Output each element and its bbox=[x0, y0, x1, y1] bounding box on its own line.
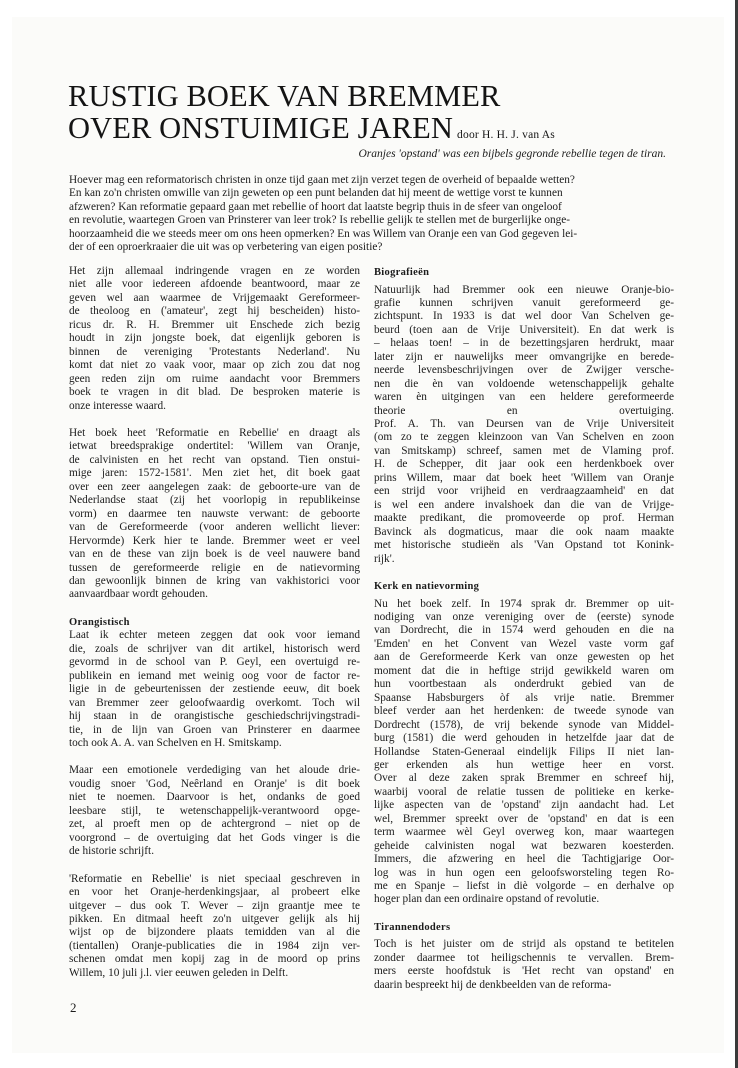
text-line: ger erkenden als hun wettige heer en vorst. bbox=[374, 758, 674, 771]
text-line: 'Reformatie en Rebellie' is niet speciaal geschreven in bbox=[69, 872, 360, 885]
text-line: Willem, 10 juli j.l. vier eeuwen geleden in Delft. bbox=[69, 966, 289, 979]
text-line: van Smitskamp) schreef, samen met de Vlaming prof. bbox=[374, 444, 674, 457]
section-heading: Tirannendoders bbox=[374, 921, 451, 933]
text-line: Natuurlijk had Bremmer ook een nieuwe Oranje-bio- bbox=[374, 283, 674, 296]
text-line: theorie en overtuiging. bbox=[374, 404, 674, 417]
text-line: niet te noemen. Daarvoor is het, ondanks de goed bbox=[69, 791, 360, 804]
text-line: mers eerste hoofdstuk is 'Het recht van opstand' en bbox=[374, 965, 674, 978]
text-line: tie, in de lijn van Groen van Prinsterer en daarmee bbox=[69, 723, 360, 736]
text-line: moment dat die in heftige strijd gewikkeld waren om bbox=[374, 664, 674, 677]
paragraph bbox=[374, 284, 674, 567]
text-line: Nederlandse staat (zij het voorlopig in republikeinse bbox=[69, 494, 360, 507]
text-line: zonder daarmee tot heiligschennis te vervallen. Brem- bbox=[374, 951, 674, 964]
paragraph bbox=[374, 938, 674, 992]
text-line: Het zijn allemaal indringende vragen en ze worden bbox=[69, 265, 360, 277]
text-line: de calvinisten en het recht van opstand. Tien onstui- bbox=[69, 453, 360, 466]
text-line: binnen de vereniging 'Protestants Nederland'. Nu bbox=[69, 345, 360, 358]
text-line: de theoloog en ('amateur', zegt hij bescheiden) histo- bbox=[69, 305, 360, 318]
text-line: voorgrond – de overtuiging dat het Gods vinger is die bbox=[69, 831, 360, 844]
text-line: maakte predikant, die promoveerde op prof. Herman bbox=[374, 512, 674, 525]
text-line: hun voortbestaan als onderdrukt gebied van de bbox=[374, 678, 674, 691]
title-line-1: RUSTIG BOEK VAN BREMMER bbox=[68, 79, 501, 113]
text-line: grafie kunnen schrijven vanuit gereformeerd ge- bbox=[374, 296, 674, 309]
author-byline: door H. H. J. van As bbox=[457, 129, 555, 141]
text-line: geen reden zijn om ruime aandacht voor Bremmers bbox=[69, 372, 360, 385]
text-line: (om zo te zeggen kleinzoon van Van Schelven en zoon bbox=[374, 431, 674, 444]
text-line: van en de these van zijn boek is de veel nauwere band bbox=[69, 548, 360, 561]
text-line: (tientallen) Oranje-publicaties die in 1984 zijn ver- bbox=[69, 939, 360, 952]
text-line: Maar een emotionele verdediging van het aloude drie- bbox=[69, 764, 360, 777]
text-line: Laat ik echter meteen zeggen dat ook voor iemand bbox=[69, 629, 360, 642]
text-line: van Bremmer zeer geloofwaardig overkomt. Toch wil bbox=[69, 696, 360, 709]
text-line: later zijn er nauwelijks meer omvangrijke en berede- bbox=[374, 350, 674, 363]
text-line: hij staan in de orangistische geschiedschrijvingstradi- bbox=[69, 710, 360, 723]
text-line: aan de Gereformeerde Kerk van onze gewesten op het bbox=[374, 651, 674, 664]
text-line: niet alle voor iedereen afdoende beantwoord, maar ze bbox=[69, 278, 360, 291]
text-line: publikein en iemand met weinig oog voor de factor re- bbox=[69, 669, 360, 682]
text-line: van Dordrecht, die in 1574 werd gehouden en die na bbox=[374, 624, 674, 637]
text-line: boek te vragen in dit blad. De besproken materie is bbox=[69, 386, 360, 399]
text-line: ricus dr. R. H. Bremmer uit Enschede zich bezig bbox=[69, 318, 360, 331]
paragraph bbox=[69, 629, 360, 750]
text-line: de historie schrijft. bbox=[69, 845, 155, 858]
section-heading: Biografieën bbox=[374, 267, 430, 278]
text-line: pikken. En ditmaal heeft zo'n uitgever gelijk als hij bbox=[69, 912, 360, 925]
text-line: Over al deze zaken sprak Bremmer en schreef hij, bbox=[374, 772, 674, 785]
text-line: lijke aspecten van de 'opstand' zijn aandacht had. Let bbox=[374, 799, 674, 812]
section-heading: Orangistisch bbox=[69, 616, 130, 628]
text-line: log was in hun ogen een geloofsworsteling tegen Ro- bbox=[374, 866, 674, 879]
paragraph bbox=[69, 427, 360, 602]
text-line: gevormd in de school van P. Geyl, een overtuigd re- bbox=[69, 656, 360, 669]
text-line: die, zoals de schrijver van dit artikel, historisch werd bbox=[69, 642, 360, 655]
text-line: zichtspunt. In 1933 is dat wel door Van Schelven ge- bbox=[374, 310, 674, 323]
intro-paragraph bbox=[69, 174, 674, 254]
text-line: Bavinck als dogmaticus, maar die ook naam maakte bbox=[374, 525, 674, 538]
intro-line: der of een oproerkraaier die uit was op verbetering van eigen positie? bbox=[69, 241, 383, 254]
text-line: en voor het Oranje-herdenkingsjaar, al probeert elke bbox=[69, 886, 360, 899]
text-line: prins Willem, maar dat boek heet 'Willem van Oranje bbox=[374, 471, 674, 484]
left-column bbox=[69, 265, 360, 980]
intro-line: afzweren? Kan reformatie gepaard gaan met rebellie of hoort dat laatste begrip thuis in de sfeer van ongeloof bbox=[69, 200, 562, 213]
text-line: van de Gereformeerde (voor anderen wellicht liever: bbox=[69, 521, 360, 534]
article-title bbox=[68, 80, 555, 151]
text-line: – helaas toen! – in de bezettingsjaren herdrukt, maar bbox=[374, 337, 674, 350]
article-subtitle: Oranjes 'opstand' was een bijbels gegronde rebellie tegen de tiran. bbox=[358, 148, 666, 160]
text-line: neerde levensbeschrijvingen over de Zwijger versche- bbox=[374, 364, 674, 377]
text-line: Toch is het juister om de strijd als opstand te betitelen bbox=[374, 938, 674, 951]
text-line: daarin bespreekt hij de denkbeelden van de reforma- bbox=[374, 978, 612, 991]
text-line: Hervormde) Kerk hier te lande. Bremmer weet er veel bbox=[69, 534, 360, 547]
text-line: wel, Bremmer spreekt over de 'opstand' en dat is een bbox=[374, 812, 674, 825]
text-line: is wel een andere invalshoek dan die van de Vrijge- bbox=[374, 498, 674, 511]
paragraph bbox=[69, 873, 360, 981]
text-line: H. de Schepper, dit jaar ook een herdenkboek over bbox=[374, 458, 674, 471]
intro-line: en revolutie, waartegen Groen van Prinsterer van leer trok? Is rebellie gelijk te stellen met de burgerlijke onge- bbox=[69, 214, 571, 227]
text-line: geheide calvinisten nogal wat bezwaren koesterden. bbox=[374, 839, 674, 852]
text-line: Hollandse Staten-Generaal eindelijk Filips II niet lan- bbox=[374, 745, 674, 758]
text-line: onze interesse waard. bbox=[69, 399, 166, 412]
text-line: schenen omdat men kopij zag in de moord op prins bbox=[69, 953, 360, 966]
text-line: waren èn uitgingen van een heldere gereformeerde bbox=[374, 391, 674, 404]
text-line: een strijd voor vrijheid en verdraagzaamheid' en dat bbox=[374, 485, 674, 498]
text-line: vorm) en daarmee ten nauwste verwant: de geboorte bbox=[69, 507, 360, 520]
text-line: 'Emden' en het Convent van Wezel vaste vorm gaf bbox=[374, 637, 674, 650]
text-line: term waarmee wèl Geyl overweg kon, maar waartegen bbox=[374, 826, 674, 839]
text-line: over een zeer aangelegen zaak: de geboorte-ure van de bbox=[69, 480, 360, 493]
intro-line: hoorzaamheid die we steeds meer om ons heen opmerken? En was Willem van Oranje een van God gegeven lei- bbox=[69, 227, 578, 240]
text-line: Het boek heet 'Reformatie en Rebellie' en draagt als bbox=[69, 426, 360, 439]
text-line: mige jaren: 1572-1581'. Men ziet het, dit boek gaat bbox=[69, 467, 360, 480]
text-line: nodiging van onze vereniging over de (eerste) synode bbox=[374, 610, 674, 623]
text-line: Nu het boek zelf. In 1974 sprak dr. Bremmer op uit- bbox=[374, 597, 674, 610]
text-line: Spaanse Habsburgers òf als vrije natie. Bremmer bbox=[374, 691, 674, 704]
text-line: hoger plan dan een ordinaire opstand of revolutie. bbox=[374, 893, 600, 906]
text-line: geven wel aan waarmee de Vrijgemaakt Gereformeer- bbox=[69, 291, 360, 304]
text-line: waarbij vooral de relatie tussen de politieke en kerke- bbox=[374, 785, 674, 798]
text-line: Prof. A. Th. van Deursen van de Vrije Universiteit bbox=[374, 418, 674, 431]
section-heading: Kerk en natievorming bbox=[374, 581, 480, 593]
text-line: toch ook A. A. van Schelven en H. Smitskamp. bbox=[69, 737, 282, 749]
text-line: Dordrecht (1578), de vrij bekende synode van Middel- bbox=[374, 718, 674, 731]
text-line: Immers, die afzwering en heel die Tachtigjarige Oor- bbox=[374, 853, 674, 866]
text-line: rijk'. bbox=[374, 552, 395, 565]
text-line: me en Spanje – liefst in diè volgorde – en derhalve op bbox=[374, 880, 674, 893]
paragraph bbox=[69, 265, 360, 413]
text-line: tussen de gereformeerde religie en de natievorming bbox=[69, 561, 360, 574]
text-line: ligie in de gebeurtenissen der zestiende eeuw, dit boek bbox=[69, 683, 360, 696]
text-line: dan gewoonlijk binnen de kring van vakhistorici voor bbox=[69, 574, 360, 587]
text-line: nen die èn van voldoende wetenschappelijk gehalte bbox=[374, 377, 674, 390]
text-line: zet, al proeft men op de achtergrond – niet op de bbox=[69, 818, 360, 831]
text-line: leesbare stijl, te wetenschappelijk-verantwoord opge- bbox=[69, 804, 360, 817]
right-column bbox=[374, 266, 674, 992]
text-line: uitgever – dus ook T. Wever – zijn graantje mee te bbox=[69, 899, 360, 912]
intro-line: Hoever mag een reformatorisch christen in onze tijd gaan met zijn verzet tegen de overheid of bepaalde wetten? bbox=[69, 174, 575, 186]
title-line-2: OVER ONSTUIMIGE JAREN bbox=[68, 111, 454, 145]
text-line: ietwat breedsprakige ondertitel: 'Willem van Oranje, bbox=[69, 440, 360, 453]
text-line: voudig snoer 'God, Neêrland en Oranje' is dit boek bbox=[69, 777, 360, 790]
page-number: 2 bbox=[70, 1000, 77, 1015]
text-line: bleef verder aan het herdenken: de tweede synode van bbox=[374, 705, 674, 718]
text-line: komt dat niet zo vaak voor, maar op zich zou dat nog bbox=[69, 359, 360, 372]
text-line: aanvaardbaar wordt gehouden. bbox=[69, 588, 208, 601]
intro-line: En kan zo'n christen omwille van zijn geweten op een punt belanden dat hij meent de wettige vorst te kunnen bbox=[69, 187, 563, 200]
text-line: beurd (toen aan de Vrije Universiteit). En dat werk is bbox=[374, 323, 674, 336]
paragraph bbox=[69, 764, 360, 858]
text-line: houdt in zijn jongste boek, dat eigenlijk geboren is bbox=[69, 332, 360, 345]
text-line: met historische studieën als 'Van Opstand tot Konink- bbox=[374, 539, 674, 552]
paragraph bbox=[374, 598, 674, 907]
text-line: burg (1581) die werd gehouden in hetzelfde jaar dat de bbox=[374, 732, 674, 745]
text-line: wijst op de bijzondere plaats temidden van al die bbox=[69, 926, 360, 939]
